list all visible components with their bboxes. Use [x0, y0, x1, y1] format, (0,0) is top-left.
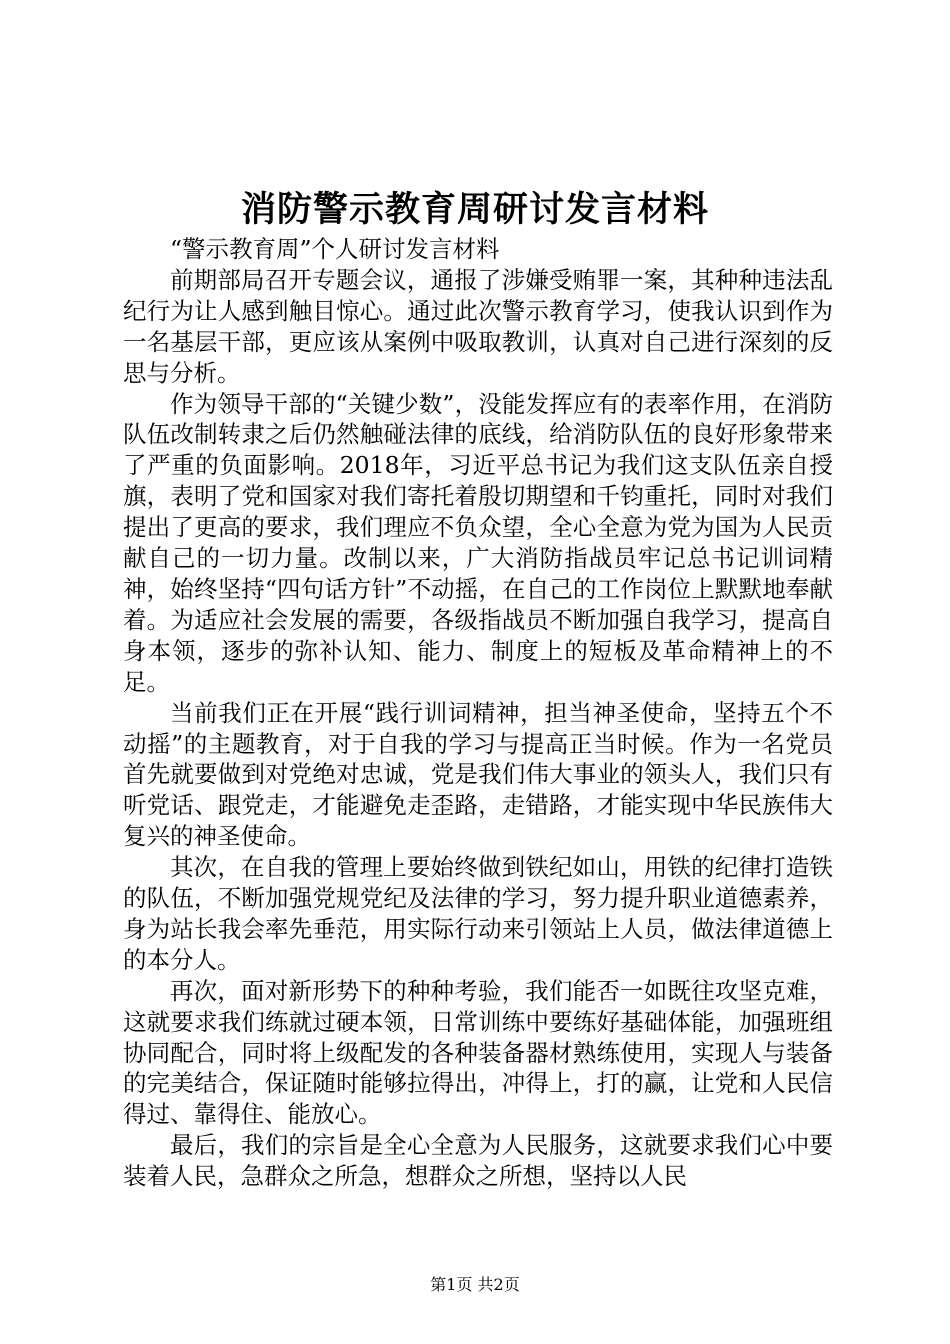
body-paragraph: 作为领导干部的“关键少数”，没能发挥应有的表率作用，在消防队伍改制转隶之后仍然触碰法律的底线，给消防队伍的良好形象带来了严重的负面影响。2018年，习近平总书记为我们这支队伍亲自授旗，表明了党和国家对我们寄托着殷切期望和千钧重托，同时对我们提出了更高的要求，我们理应不负众望，全心全意为党为国为人民贡献自己的一切力量。改制以来，广大消防指战员牢记总书记训词精神，始终坚持“四句话方针”不动摇，在自己的工作岗位上默默地奉献着。为适应社会发展的需要，各级指战员不断加强自我学习，提高自身本领，逐步的弥补认知、能力、制度上的短板及革命精神上的不足。 [123, 389, 833, 696]
body-paragraph: 其次，在自我的管理上要始终做到铁纪如山，用铁的纪律打造铁的队伍，不断加强党规党纪及法律的学习，努力提升职业道德素养，身为站长我会率先垂范，用实际行动来引领站上人员，做法律道德上的本分人。 [123, 853, 833, 974]
body-paragraph: 最后，我们的宗旨是全心全意为人民服务，这就要求我们心中要装着人民，急群众之所急，想群众之所想，坚持以人民 [123, 1131, 833, 1191]
document-body [123, 234, 833, 1192]
body-paragraph: 前期部局召开专题会议，通报了涉嫌受贿罪一案，其种种违法乱纪行为让人感到触目惊心。通过此次警示教育学习，使我认识到作为一名基层干部，更应该从案例中吸取教训，认真对自己进行深刻的反思与分析。 [123, 265, 833, 387]
page-number-footer: 第1页 共2页 [430, 1275, 520, 1294]
document-title: 消防警示教育周研讨发言材料 [240, 189, 709, 230]
body-paragraph: 再次，面对新形势下的种种考验，我们能否一如既往攻坚克难，这就要求我们练就过硬本领，日常训练中要练好基础体能，加强班组协同配合，同时将上级配发的各种装备器材熟练使用，实现人与装备的完美结合，保证随时能够拉得出，冲得上，打的赢，让党和人民信得过、靠得住、能放心。 [123, 976, 833, 1129]
subtitle-paragraph: “警示教育周”个人研讨发言材料 [170, 235, 500, 263]
body-paragraph: 当前我们正在开展“践行训词精神，担当神圣使命，坚持五个不动摇”的主题教育，对于自我的学习与提高正当时候。作为一名党员首先就要做到对党绝对忠诚，党是我们伟大事业的领头人，我们只有听党话、跟党走，才能避免走歪路，走错路，才能实现中华民族伟大复兴的神圣使命。 [123, 698, 833, 851]
